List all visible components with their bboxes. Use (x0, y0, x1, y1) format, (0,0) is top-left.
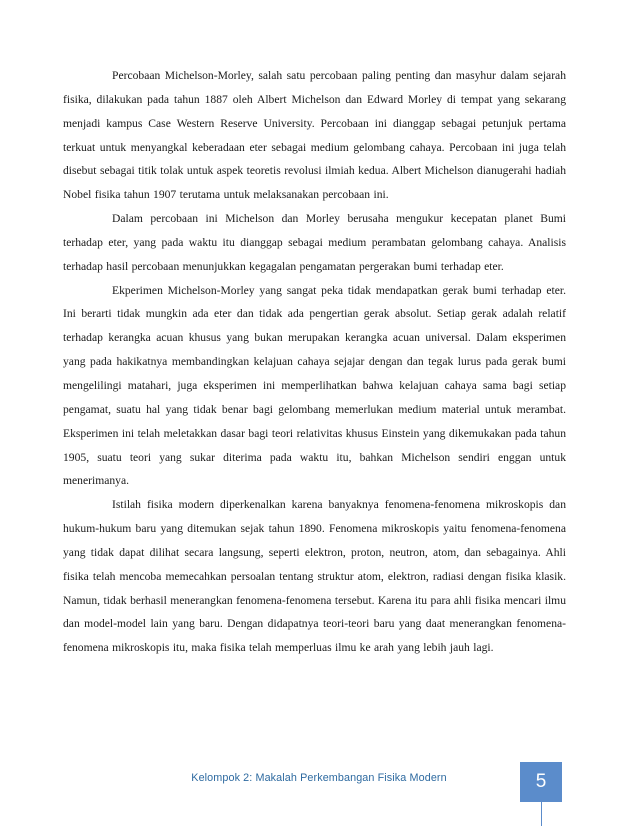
paragraph-2: Dalam percobaan ini Michelson dan Morley berusaha mengukur kecepatan planet Bumi terhadap eter, yang pada waktu itu dianggap sebagai medium perambatan gelombang cahaya. Analisis terhadap hasil percobaan menunjukkan kegagalan pengamatan pergerakan bumi terhadap eter. (63, 212, 566, 273)
paragraph-3: Ekperimen Michelson-Morley yang sangat peka tidak mendapatkan gerak bumi terhadap eter. Ini berarti tidak mungkin ada eter dan tidak ada pengertian gerak absolut. Setiap gerak adalah relatif terhadap kerangka acuan khusus yang bukan merupakan kerangka acuan universal. Dalam eksperimen yang pada hakikatnya membandingkan kelajuan cahaya sejajar dengan dan tegak lurus pada gerak bumi mengelilingi matahari, juga eksperimen ini memperlihatkan bahwa kelajuan cahaya sama bagi setiap pengamat, suatu hal yang tidak benar bagi gelombang memerlukan medium material untuk merambat. Eksperimen ini telah meletakkan dasar bagi teori relativitas khusus Einstein yang dikemukakan pada tahun 1905, suatu teori yang sukar diterima pada waktu itu, bahkan Michelson sendiri enggan untuk menerimanya. (63, 283, 566, 488)
page-number-box (520, 762, 562, 802)
paragraph-1: Percobaan Michelson-Morley, salah satu percobaan paling penting dan masyhur dalam sejarah fisika, dilakukan pada tahun 1887 oleh Albert Michelson dan Edward Morley di tempat yang sekarang menjadi kampus Case Western Reserve University. Percobaan ini dianggap sebagai petunjuk pertama terkuat untuk menyangkal keberadaan eter sebagai medium gelombang cahaya. Percobaan ini juga telah disebut sebagai titik tolak untuk aspek teoretis revolusi ilmiah kedua. Albert Michelson dianugerahi hadiah Nobel fisika tahun 1907 terutama untuk melaksanakan percobaan ini. (63, 69, 566, 202)
paragraph-4: Istilah fisika modern diperkenalkan karena banyaknya fenomena-fenomena mikroskopis dan hukum-hukum baru yang ditemukan sejak tahun 1890. Fenomena mikroskopis yaitu fenomena-fenomena yang tidak dapat dilihat secara langsung, seperti elektron, proton, neutron, atom, dan sebagainya. Ahli fisika telah mencoba memecahkan persoalan tentang struktur atom, elektron, radiasi dengan fisika klasik. Namun, tidak berhasil menerangkan fenomena-fenomena tersebut. Karena itu para ahli fisika mencari ilmu dan model-model lain yang baru. Dengan didapatnya teori-teori baru yang daat menerangkan fenomena-fenomena mikroskopis itu, maka fisika telah memperluas ilmu ke arah yang lebih jauh lagi. (63, 498, 566, 655)
footer-title: Kelompok 2: Makalah Perkembangan Fisika Modern (191, 772, 447, 784)
page-number-rule (541, 802, 542, 826)
body-text (63, 64, 566, 660)
page-number: 5 (535, 771, 547, 792)
page-footer (0, 762, 638, 826)
